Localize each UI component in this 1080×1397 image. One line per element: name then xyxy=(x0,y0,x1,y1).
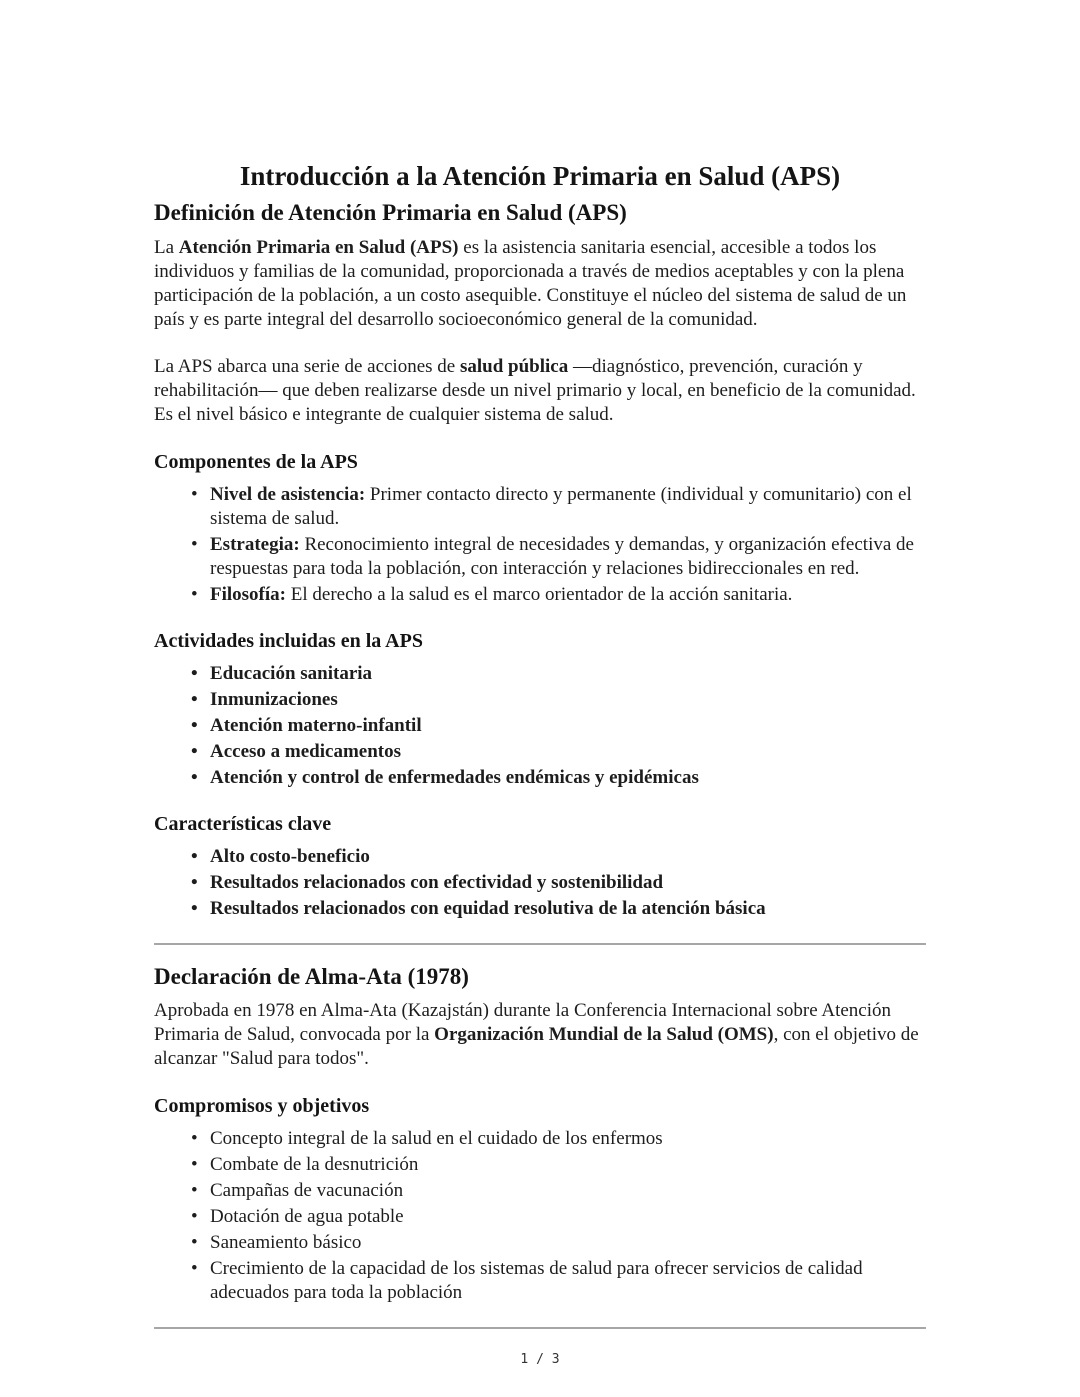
heading-componentes: Componentes de la APS xyxy=(154,450,358,473)
list-item: • Atención y control de enfermedades endémicas y epidémicas xyxy=(154,766,926,790)
heading-caracteristicas: Características clave xyxy=(154,812,332,835)
list-item-text: Reconocimiento integral de necesidades y demandas, y organización efectiva de respuestas para toda la población, con interacción y relaciones bidireccionales en red. xyxy=(210,533,914,579)
heading-definicion: Definición de Atención Primaria en Salud (APS) xyxy=(154,200,627,226)
list-item: • Educación sanitaria xyxy=(154,662,926,686)
section-divider xyxy=(154,943,926,945)
list-compromisos xyxy=(154,1127,926,1305)
paragraph-text: , con el objetivo de alcanzar "Salud para todos". xyxy=(154,1024,919,1070)
list-item xyxy=(154,533,926,581)
list-item-term: Nivel de asistencia: xyxy=(210,483,366,505)
page-footer xyxy=(0,1352,1080,1367)
list-caracteristicas xyxy=(154,845,926,921)
paragraph-text: —diagnóstico, prevención, curación y rehabilitación— que deben realizarse desde un nivel primario y local, en beneficio de la comunidad. Es el nivel básico e integrante de cualquier sistema de salud. xyxy=(154,355,916,425)
section-divider xyxy=(154,1327,926,1329)
paragraph-text: es la asistencia sanitaria esencial, accesible a todos los individuos y familias de la comunidad, proporcionada a través de medios aceptables y con la plena participación de la población, a un costo asequible. Constituye el núcleo del sistema de salud de un país y es parte integral del desarrollo socioeconómico general de la comunidad. xyxy=(154,236,907,330)
document-content xyxy=(154,161,926,1347)
list-item: • Combate de la desnutrición xyxy=(154,1153,926,1177)
paragraph-text: Aprobada en 1978 en Alma-Ata (Kazajstán) durante la Conferencia Internacional sobre Atención Primaria de Salud, convocada por la xyxy=(154,1000,892,1046)
list-item: • Concepto integral de la salud en el cuidado de los enfermos xyxy=(154,1127,926,1151)
list-item: • Acceso a medicamentos xyxy=(154,740,926,764)
paragraph-text: La APS abarca una serie de acciones de xyxy=(154,355,460,377)
list-item-text: Primer contacto directo y permanente (individual y comunitario) con el sistema de salud. xyxy=(210,483,912,529)
paragraph-definicion-2 xyxy=(154,355,926,427)
page-title: Introducción a la Atención Primaria en Salud (APS) xyxy=(239,161,841,191)
paragraph-text: La xyxy=(154,236,179,258)
bold-term: Organización Mundial de la Salud (OMS) xyxy=(434,1024,774,1046)
heading-actividades: Actividades incluidas en la APS xyxy=(154,629,423,652)
list-item: • Resultados relacionados con equidad resolutiva de la atención básica xyxy=(154,897,926,921)
list-item: • Resultados relacionados con efectividad y sostenibilidad xyxy=(154,871,926,895)
bold-term: salud pública xyxy=(459,355,569,377)
bold-term: Atención Primaria en Salud (APS) xyxy=(178,236,459,258)
list-item: • Dotación de agua potable xyxy=(154,1205,926,1229)
list-item xyxy=(154,483,926,531)
list-item-text: El derecho a la salud es el marco orientador de la acción sanitaria. xyxy=(286,583,793,605)
list-item-term: Filosofía: xyxy=(210,583,286,605)
list-item: • Alto costo-beneficio xyxy=(154,845,926,869)
list-componentes xyxy=(154,483,926,607)
heading-compromisos: Compromisos y objetivos xyxy=(154,1095,370,1118)
list-item: • Crecimiento de la capacidad de los sistemas de salud para ofrecer servicios de calidad adecuados para toda la población xyxy=(154,1257,926,1305)
list-item: • Campañas de vacunación xyxy=(154,1179,926,1203)
list-item: • Atención materno-infantil xyxy=(154,714,926,738)
list-item: • Inmunizaciones xyxy=(154,688,926,712)
paragraph-definicion-1 xyxy=(154,236,926,332)
list-item: • Saneamiento básico xyxy=(154,1231,926,1255)
page-number: 1 / 3 xyxy=(520,1352,560,1367)
paragraph-alma-ata xyxy=(154,999,926,1071)
list-item xyxy=(154,583,926,607)
list-actividades xyxy=(154,662,926,790)
heading-alma-ata: Declaración de Alma-Ata (1978) xyxy=(154,963,469,989)
list-item-term: Estrategia: xyxy=(210,533,300,555)
